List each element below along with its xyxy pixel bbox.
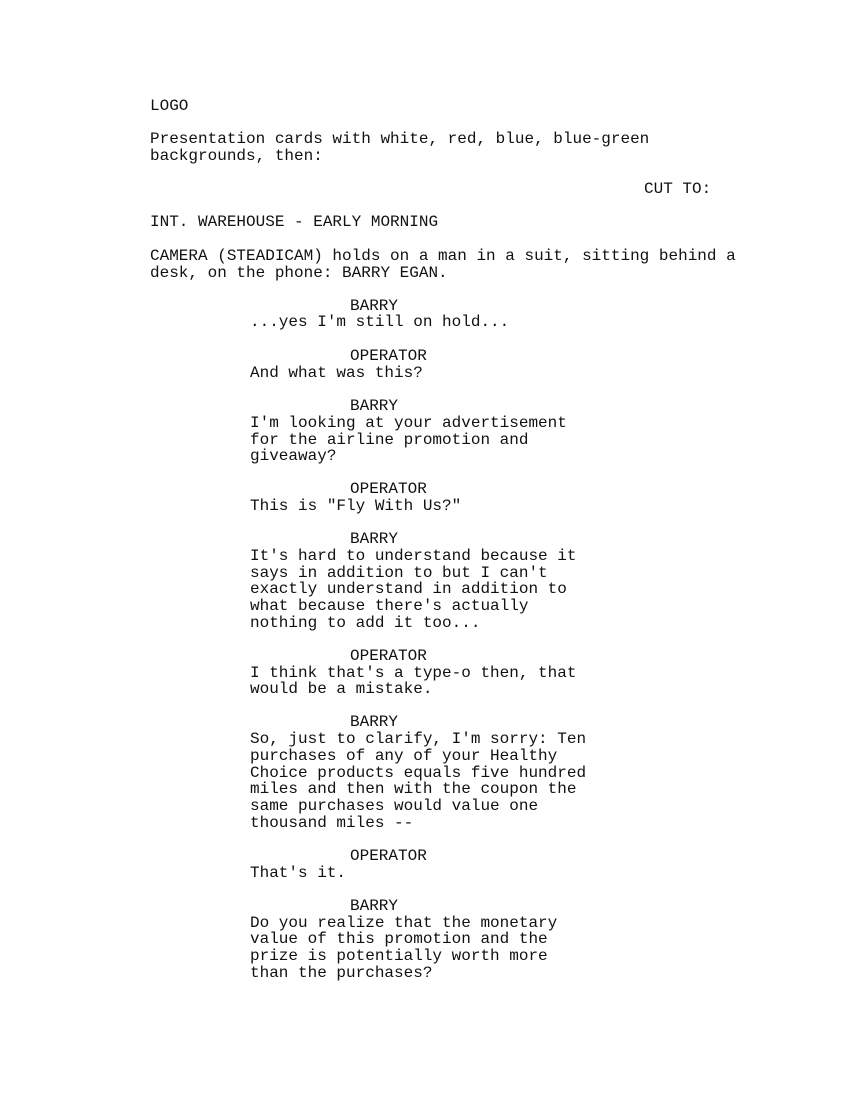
scene-heading: INT. WAREHOUSE - EARLY MORNING [150,213,439,231]
character-name: OPERATOR [350,347,427,365]
dialogue-line: what because there's actually [250,597,529,615]
dialogue-line: So, just to clarify, I'm sorry: Ten [250,730,587,748]
dialogue-line: nothing to add it too... [250,614,481,632]
dialogue-line: value of this promotion and the [250,930,548,948]
dialogue-line: says in addition to but I can't [250,564,548,582]
dialogue-line: miles and then with the coupon the [250,780,577,798]
transition: CUT TO: [644,180,712,198]
dialogue-line: would be a mistake. [250,680,433,698]
action-line: desk, on the phone: BARRY EGAN. [150,264,448,282]
character-name: BARRY [350,530,399,548]
dialogue-line: I think that's a type-o then, that [250,664,577,682]
dialogue-line: And what was this? [250,364,423,382]
character-name: OPERATOR [350,647,427,665]
character-name: BARRY [350,397,399,415]
character-name: BARRY [350,297,399,315]
dialogue-line: giveaway? [250,447,337,465]
dialogue-line: ...yes I'm still on hold... [250,313,510,331]
action-line: backgrounds, then: [150,147,323,165]
character-name: OPERATOR [350,847,427,865]
action-line: Presentation cards with white, red, blue, blue-green [150,130,650,148]
dialogue-line: This is "Fly With Us?" [250,497,462,515]
dialogue-line: prize is potentially worth more [250,947,548,965]
character-name: OPERATOR [350,480,427,498]
dialogue-line: exactly understand in addition to [250,580,567,598]
dialogue-line: than the purchases? [250,964,433,982]
dialogue-line: Choice products equals five hundred [250,764,587,782]
character-name: BARRY [350,713,399,731]
action-line: CAMERA (STEADICAM) holds on a man in a suit, sitting behind a [150,247,736,265]
dialogue-line: thousand miles -- [250,814,414,832]
dialogue-line: for the airline promotion and [250,431,529,449]
dialogue-line: I'm looking at your advertisement [250,414,567,432]
logo-label: LOGO [150,97,189,115]
character-name: BARRY [350,897,399,915]
dialogue-line: purchases of any of your Healthy [250,747,558,765]
dialogue-line: It's hard to understand because it [250,547,577,565]
dialogue-line: same purchases would value one [250,797,539,815]
dialogue-line: That's it. [250,864,347,882]
dialogue-line: Do you realize that the monetary [250,914,558,932]
